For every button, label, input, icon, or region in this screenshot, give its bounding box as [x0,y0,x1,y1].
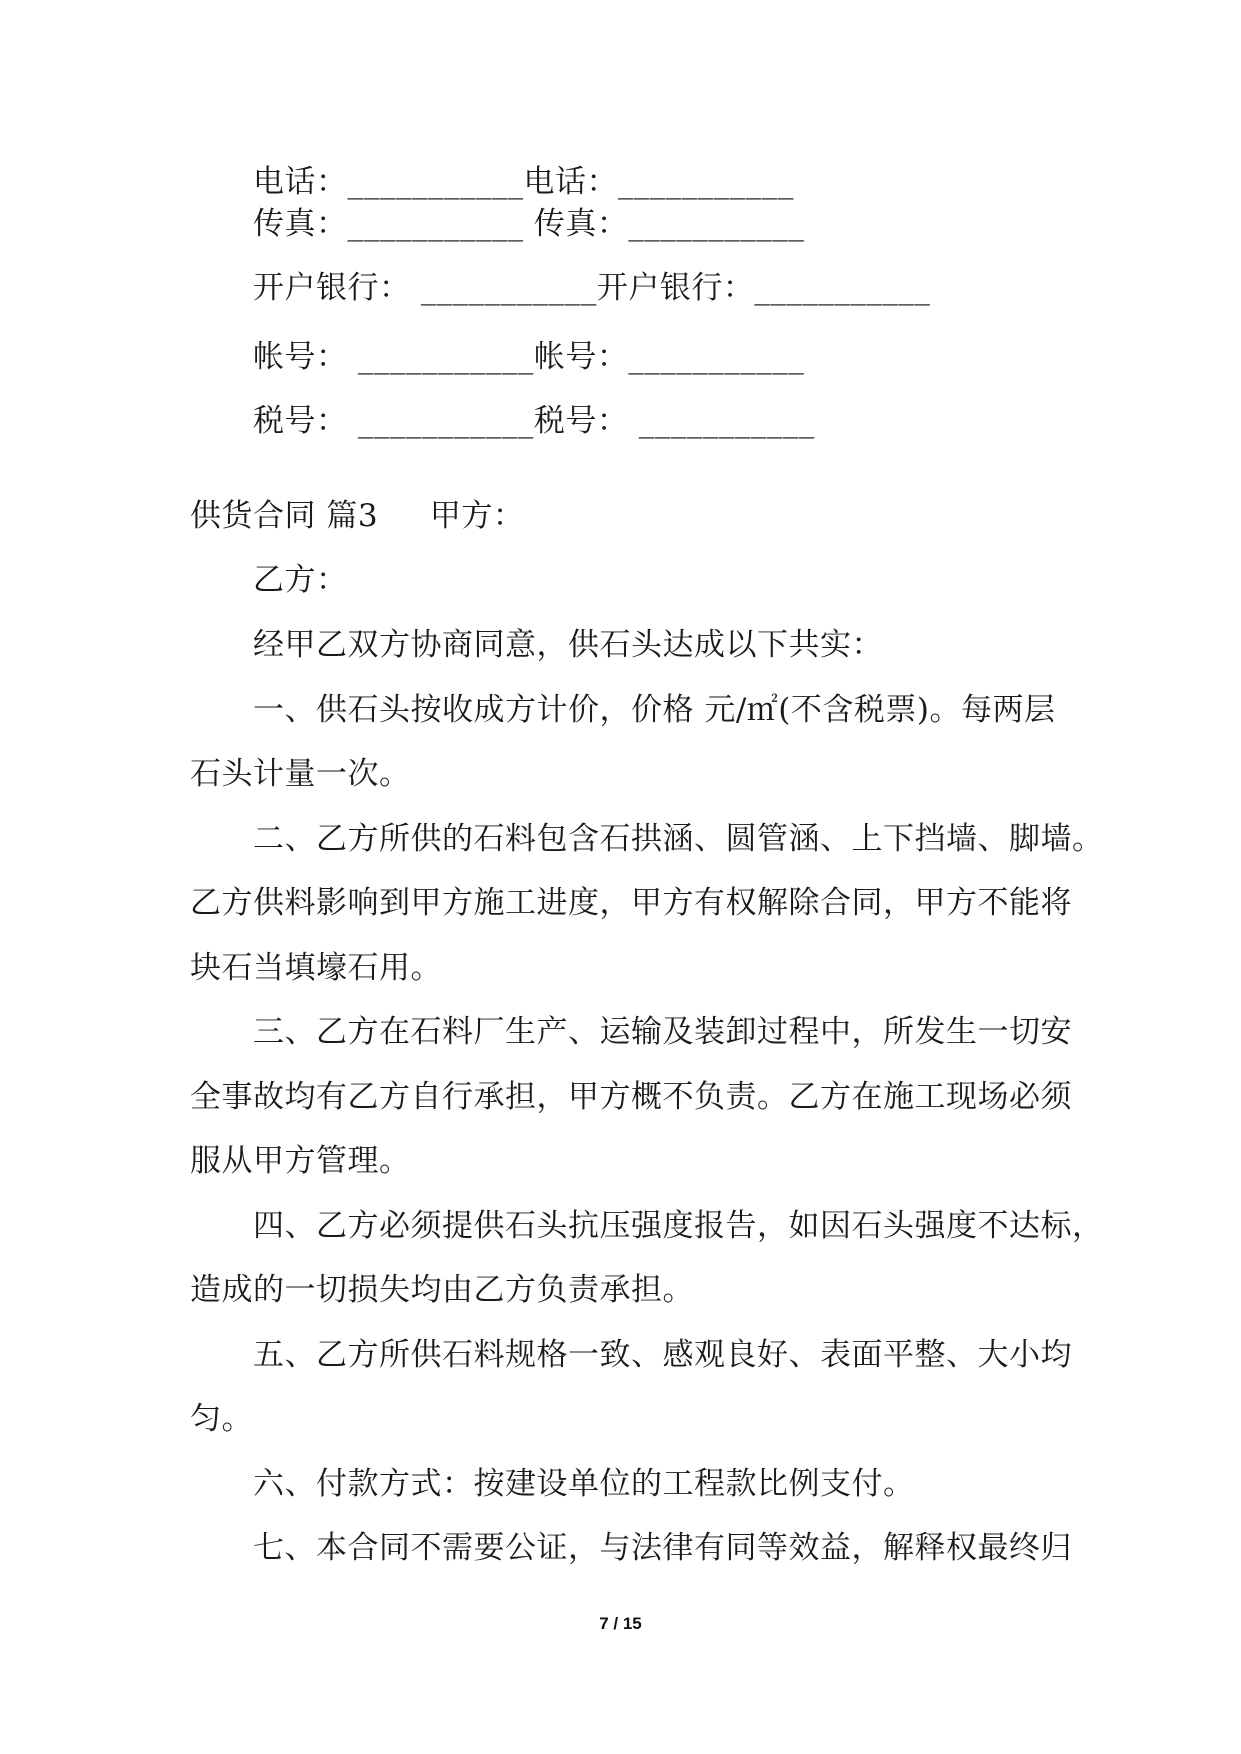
clause-5-line-2: 匀。 [190,1401,253,1437]
clause-2-line-3: 块石当填壕石用。 [190,950,442,986]
clause-2-line-2: 乙方供料影响到甲方施工进度，甲方有权解除合同，甲方不能将 [190,885,1072,921]
intro-paragraph: 经甲乙双方协商同意，供石头达成以下共实： [253,627,883,663]
clause-2-line-1: 二、乙方所供的石料包含石拱涵、圆管涵、上下挡墙、脚墙。 [253,821,1104,857]
clause-1-line-1: 一、供石头按收成方计价，价格 元/㎡(不含税票)。每两层 [253,692,1056,728]
clause-6-line: 六、付款方式：按建设单位的工程款比例支付。 [253,1466,915,1502]
clause-7-line: 七、本合同不需要公证，与法律有同等效益，解释权最终归 [253,1530,1072,1566]
bank-line: 开户银行： ___________开户银行：___________ [253,270,931,306]
clause-5-line-1: 五、乙方所供石料规格一致、感观良好、表面平整、大小均 [253,1337,1072,1373]
party-b-line: 乙方： [253,562,348,598]
fax-line: 传真：___________ 传真：___________ [253,206,805,242]
page-number: 7 / 15 [599,1614,642,1633]
phone-line: 电话：___________电话：___________ [253,164,794,200]
clause-4-line-2: 造成的一切损失均由乙方负责承担。 [190,1272,694,1308]
clause-3-line-1: 三、乙方在石料厂生产、运输及装卸过程中，所发生一切安 [253,1014,1072,1050]
tax-line: 税号： ___________税号： ___________ [253,403,815,439]
clause-1-line-2: 石头计量一次。 [190,756,411,792]
clause-3-line-3: 服从甲方管理。 [190,1143,411,1179]
contract-heading: 供货合同 篇3 甲方： [190,498,525,534]
account-line: 帐号： ___________帐号：___________ [253,339,805,375]
clause-4-line-1: 四、乙方必须提供石头抗压强度报告，如因石头强度不达标， [253,1208,1104,1244]
clause-3-line-2: 全事故均有乙方自行承担，甲方概不负责。乙方在施工现场必须 [190,1079,1072,1115]
